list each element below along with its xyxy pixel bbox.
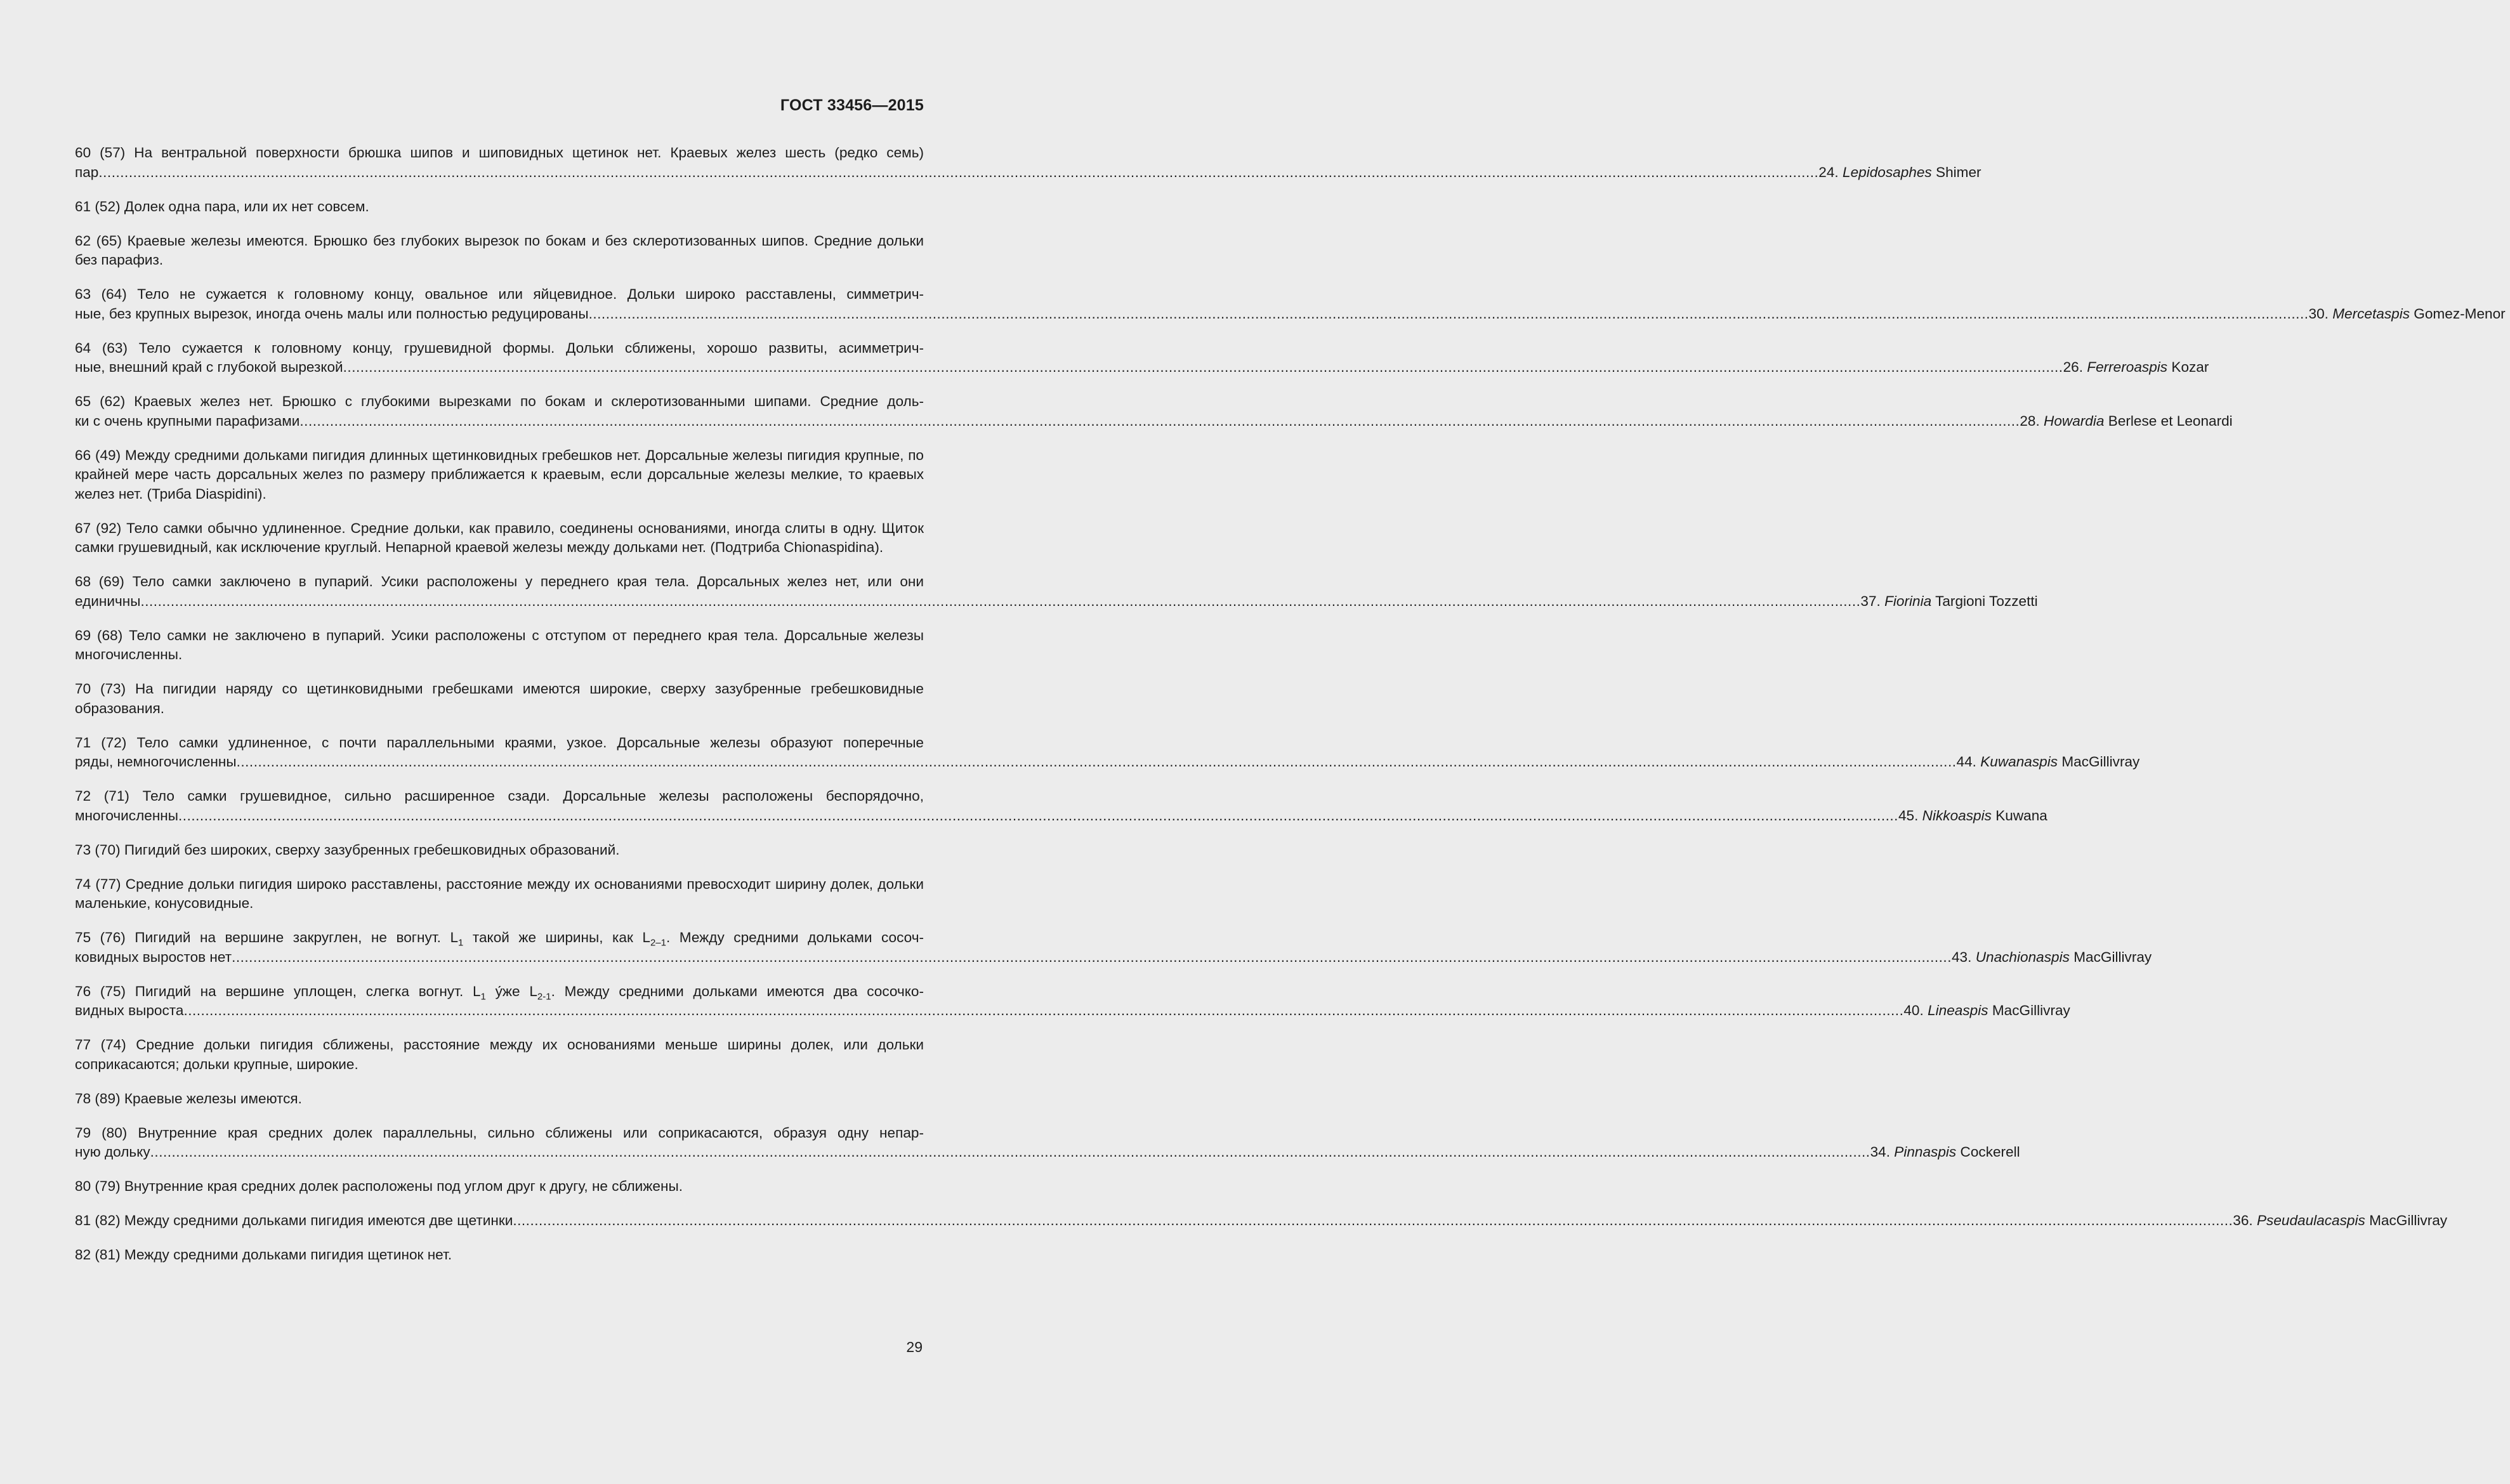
entry-text-part: такой же ширины, как L [463, 929, 650, 945]
entry-text: ные, без крупных вырезок, иногда очень малы или полностью редуцированы [75, 305, 589, 322]
entry-text: 60 (57) На вентральной поверхности брюшка шипов и шиповидных щетинок нет. Краевых желез шесть (редко семь) [75, 145, 924, 161]
key-entry [75, 446, 924, 504]
entry-text: 62 (65) Краевые железы имеются. Брюшко без глубоких вырезок по бокам и без склеротизованных шипов. Средние дольки без парафиз. [75, 232, 924, 268]
key-entry [75, 875, 924, 914]
key-entry [75, 572, 2038, 611]
entry-text: 65 (62) Краевых желез нет. Брюшко с глубокими вырезками по бокам и склеротизованными шипами. Средние доль- [75, 393, 924, 409]
reference-number: 40. [1903, 1002, 1924, 1018]
reference-number: 37. [1860, 593, 1881, 609]
entry-text: ряды, немногочисленны [75, 754, 237, 770]
entry-text: 74 (77) Средние дольки пигидия широко расставлены, расстояние между их основаниями превосходит ширину долек, дольки маленькие, конусовидные. [75, 876, 924, 911]
key-entry [75, 143, 1981, 182]
genus-author: Shimer [1936, 164, 1981, 180]
genus-author: MacGillivray [2061, 754, 2140, 770]
genus-name: Fiorinia [1884, 593, 1932, 609]
entry-text: ки с очень крупными парафизами [75, 412, 300, 429]
entry-text-part: 76 (75) Пигидий на вершине уплощен, слегка вогнут. L [75, 983, 481, 999]
entry-text: 79 (80) Внутренние края средних долек параллельны, сильно сближены или соприкасаются, образуя одну непар- [75, 1124, 924, 1141]
genus-name: Pseudaulacaspis [2256, 1212, 2365, 1228]
entry-text: 69 (68) Тело самки не заключено в пупарий. Усики расположены с отступом от переднего края тела. Дорсальные железы многочисленны. [75, 627, 924, 662]
entry-text: 71 (72) Тело самки удлиненное, с почти параллельными краями, узкое. Дорсальные железы образуют поперечные [75, 734, 924, 751]
entry-reference-line [75, 305, 2506, 324]
entry-text: 73 (70) Пигидий без широких, сверху зазубренных гребешковидных образований. [75, 841, 620, 858]
entry-reference-line [75, 592, 2038, 612]
entry-text [75, 928, 924, 948]
genus-reference [1818, 163, 1985, 183]
key-entry [75, 1177, 924, 1197]
entry-reference-line [75, 1143, 2020, 1162]
leader-dots: ................................................................................................................................................................................................................................................................................................................................................................................................................ [183, 1002, 1904, 1018]
entry-text-part: у́же L [485, 983, 537, 999]
key-entry [75, 680, 924, 718]
key-entry [75, 982, 2070, 1021]
genus-author: MacGillivray [1992, 1002, 2070, 1018]
genus-name: Nikkoaspis [1922, 807, 1992, 824]
entry-reference-line [75, 163, 1981, 183]
genus-name: Unachionaspis [1975, 949, 2070, 965]
entry-text: 64 (63) Тело сужается к головному концу, грушевидной формы. Дольки сближены, хорошо развиты, асимметрич- [75, 339, 924, 356]
entry-text-part: 75 (76) Пигидий на вершине закруглен, не вогнут. L [75, 929, 459, 945]
key-entry [75, 1124, 2020, 1162]
subscript: 1 [480, 991, 486, 1002]
genus-reference [1952, 948, 2156, 968]
genus-author: MacGillivray [2073, 949, 2152, 965]
reference-number: 26. [2063, 359, 2083, 375]
key-entry [75, 1211, 2448, 1231]
leader-dots: ................................................................................................................................................................................................................................................................................................................................................................................................................ [140, 593, 1861, 609]
genus-author: Gomez-Menor [2414, 305, 2506, 322]
key-entry [75, 339, 2209, 378]
subscript: 2-1 [537, 991, 551, 1002]
genus-reference [1898, 806, 2052, 826]
key-entry [75, 197, 924, 217]
entry-text-part: . Между средними дольками имеются два сосочко- [551, 983, 924, 999]
page-number: 29 [906, 1339, 923, 1355]
reference-number: 36. [2233, 1212, 2253, 1228]
subscript: 1 [458, 937, 464, 949]
entry-text: ные, внешний край с глубокой вырезкой [75, 359, 343, 375]
genus-reference [1870, 1143, 2025, 1162]
entry-text: многочисленны [75, 807, 179, 824]
leader-dots: ................................................................................................................................................................................................................................................................................................................................................................................................................ [513, 1212, 2233, 1228]
reference-number: 30. [2308, 305, 2329, 322]
entry-text: 67 (92) Тело самки обычно удлиненное. Средние дольки, как правило, соединены основаниями, иногда слиты в одну. Щиток самки грушевидный, как исключение круглый. Непарной краевой железы между дольками нет. (Подтриба Chionaspidina). [75, 520, 924, 555]
leader-dots: ................................................................................................................................................................................................................................................................................................................................................................................................................ [236, 754, 1957, 770]
reference-number: 44. [1956, 754, 1976, 770]
leader-dots: ................................................................................................................................................................................................................................................................................................................................................................................................................ [232, 949, 1952, 965]
entry-text: ную дольку [75, 1144, 150, 1160]
genus-author: Cockerell [1960, 1144, 2020, 1160]
leader-dots: ................................................................................................................................................................................................................................................................................................................................................................................................................ [98, 164, 1819, 180]
genus-reference [1903, 1001, 2074, 1021]
reference-number: 28. [2020, 412, 2040, 429]
key-entry [75, 841, 924, 860]
entry-text: 82 (81) Между средними дольками пигидия щетинок нет. [75, 1247, 452, 1263]
key-entry [75, 626, 924, 665]
genus-reference [1860, 592, 2042, 612]
genus-author: Targioni Tozzetti [1935, 593, 2038, 609]
document-body [75, 143, 2506, 1280]
key-entry [75, 519, 924, 558]
subscript: 2–1 [650, 937, 666, 949]
entry-reference-line [75, 806, 2047, 826]
reference-number: 43. [1951, 949, 1972, 965]
entry-text: 61 (52) Долек одна пара, или их нет совсем. [75, 198, 369, 214]
key-entry [75, 787, 2047, 825]
entry-text: 78 (89) Краевые железы имеются. [75, 1090, 302, 1106]
genus-reference [2020, 412, 2237, 431]
leader-dots: ................................................................................................................................................................................................................................................................................................................................................................................................................ [588, 305, 2309, 322]
key-entry [75, 1245, 924, 1265]
entry-text: 81 (82) Между средними дольками пигидия имеются две щетинки [75, 1212, 513, 1228]
entry-text: единичны [75, 593, 141, 609]
entry-text: пар [75, 164, 99, 180]
entry-reference-line [75, 412, 2233, 431]
genus-author: MacGillivray [2369, 1212, 2448, 1228]
key-entry [75, 1089, 924, 1109]
entry-text: 80 (79) Внутренние края средних долек расположены под углом друг к другу, не сближены. [75, 1178, 683, 1194]
entry-reference-line [75, 1211, 2448, 1231]
key-entry [75, 1035, 924, 1074]
genus-name: Mercetaspis [2332, 305, 2410, 322]
leader-dots: ................................................................................................................................................................................................................................................................................................................................................................................................................ [343, 359, 2063, 375]
entry-text: ковидных выростов нет [75, 949, 232, 965]
genus-author: Kozar [2171, 359, 2209, 375]
entry-reference-line [75, 358, 2209, 378]
entry-text: 77 (74) Средние дольки пигидия сближены, расстояние между их основаниями меньше ширины долек, или дольки соприкасаются; дольки крупные, широкие. [75, 1037, 924, 1072]
genus-reference [1957, 752, 2145, 772]
genus-name: Lineaspis [1928, 1002, 1988, 1018]
genus-name: Howardia [2044, 412, 2105, 429]
leader-dots: ................................................................................................................................................................................................................................................................................................................................................................................................................ [299, 412, 2020, 429]
genus-reference [2309, 305, 2510, 324]
genus-reference [2233, 1211, 2452, 1231]
genus-author: Berlese et Leonardi [2108, 412, 2233, 429]
key-entry [75, 733, 2140, 772]
genus-author: Kuwana [1995, 807, 2047, 824]
entry-text-part: . Между средними дольками сосоч- [666, 929, 924, 945]
genus-reference [2063, 358, 2214, 378]
key-entry [75, 928, 2152, 967]
entry-text: 70 (73) На пигидии наряду со щетинковидными гребешками имеются широкие, сверху зазубренные гребешковидные образования. [75, 681, 924, 716]
document-header: ГОСТ 33456—2015 [780, 96, 924, 114]
entry-text: 68 (69) Тело самки заключено в пупарий. Усики расположены у переднего края тела. Дорсальных желез нет, или они [75, 574, 924, 589]
genus-name: Lepidosaphes [1843, 164, 1932, 180]
entry-reference-line [75, 752, 2140, 772]
entry-text: 72 (71) Тело самки грушевидное, сильно расширенное сзади. Дорсальные железы расположены беспорядочно, [75, 788, 924, 804]
genus-name: Pinnaspis [1894, 1144, 1957, 1160]
leader-dots: ................................................................................................................................................................................................................................................................................................................................................................................................................ [178, 807, 1898, 824]
leader-dots: ................................................................................................................................................................................................................................................................................................................................................................................................................ [150, 1144, 1870, 1160]
key-entry [75, 232, 924, 270]
key-entry [75, 285, 2506, 324]
entry-text: видных выроста [75, 1002, 184, 1018]
genus-name: Ferreroaspis [2087, 359, 2168, 375]
reference-number: 34. [1870, 1144, 1890, 1160]
reference-number: 45. [1898, 807, 1919, 824]
entry-reference-line [75, 948, 2152, 968]
genus-name: Kuwanaspis [1980, 754, 2058, 770]
entry-text [75, 982, 924, 1002]
entry-text: 63 (64) Тело не сужается к головному концу, овальное или яйцевидное. Дольки широко расставлены, симметрич- [75, 286, 924, 302]
entry-reference-line [75, 1001, 2070, 1021]
key-entry [75, 392, 2233, 431]
reference-number: 24. [1818, 164, 1839, 180]
entry-text: 66 (49) Между средними дольками пигидия длинных щетинковидных гребешков нет. Дорсальные железы пигидия крупные, по крайней мере часть дорсальных желез по размеру приближается к краевым, если дорсальные железы мелкие, то краевых желез нет. (Триба Diaspidini). [75, 447, 924, 502]
